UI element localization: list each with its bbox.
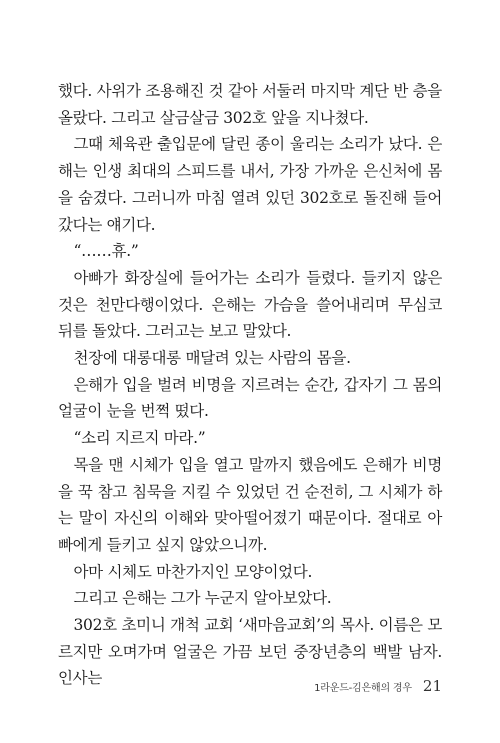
body-text — [58, 78, 442, 692]
paragraph: “……휴.” — [73, 242, 139, 261]
paragraph: 아마 시체도 마찬가지인 모양이었다. — [73, 562, 313, 581]
page-footer — [0, 676, 500, 696]
paragraph: 천장에 대롱대롱 매달려 있는 사람의 몸을. — [73, 349, 351, 368]
paragraph: 아빠가 화장실에 들어가는 소리가 들렸다. 들키지 않은 것은 천만다행이었다. 은해는 가슴을 쓸어내리며 무심코 뒤를 돌았다. 그러고는 보고 말았다. — [58, 268, 442, 341]
paragraph: 302호 초미니 개척 교회 ‘새마음교회’의 목사. 이름은 모르지만 오며가며 얼굴은 가끔 보던 중장년층의 백발 남자. 인사는 — [58, 616, 442, 688]
paragraph: 그때 체육관 출입문에 달린 종이 울리는 소리가 났다. 은해는 인생 최대의 스피드를 내서, 가장 가까운 은신처에 몸을 숨겼다. 그러니까 마침 열려 있던 302호로 돌진해 들어갔다는 얘기다. — [58, 135, 442, 234]
paragraph: “소리 지르지 마라.” — [73, 429, 206, 448]
page-number: 21 — [422, 677, 442, 695]
paragraph: 했다. 사위가 조용해진 것 같아 서둘러 마지막 계단 반 층을 올랐다. 그리고 살금살금 302호 앞을 지나쳤다. — [58, 82, 442, 127]
running-head: 1라운드-김은해의 경우 — [314, 682, 412, 694]
paragraph: 그리고 은해는 그가 누군지 알아보았다. — [73, 589, 332, 608]
paragraph: 목을 맨 시체가 입을 열고 말까지 했음에도 은해가 비명을 꾹 참고 침묵을 지킬 수 있었던 건 순전히, 그 시체가 하는 말이 자신의 이해와 맞아떨어졌기 때문이다. 절대로 아빠에게 들키고 싶지 않았으니까. — [58, 455, 442, 554]
paragraph: 은해가 입을 벌려 비명을 지르려는 순간, 갑자기 그 몸의 얼굴이 눈을 번쩍 떴다. — [58, 375, 442, 421]
